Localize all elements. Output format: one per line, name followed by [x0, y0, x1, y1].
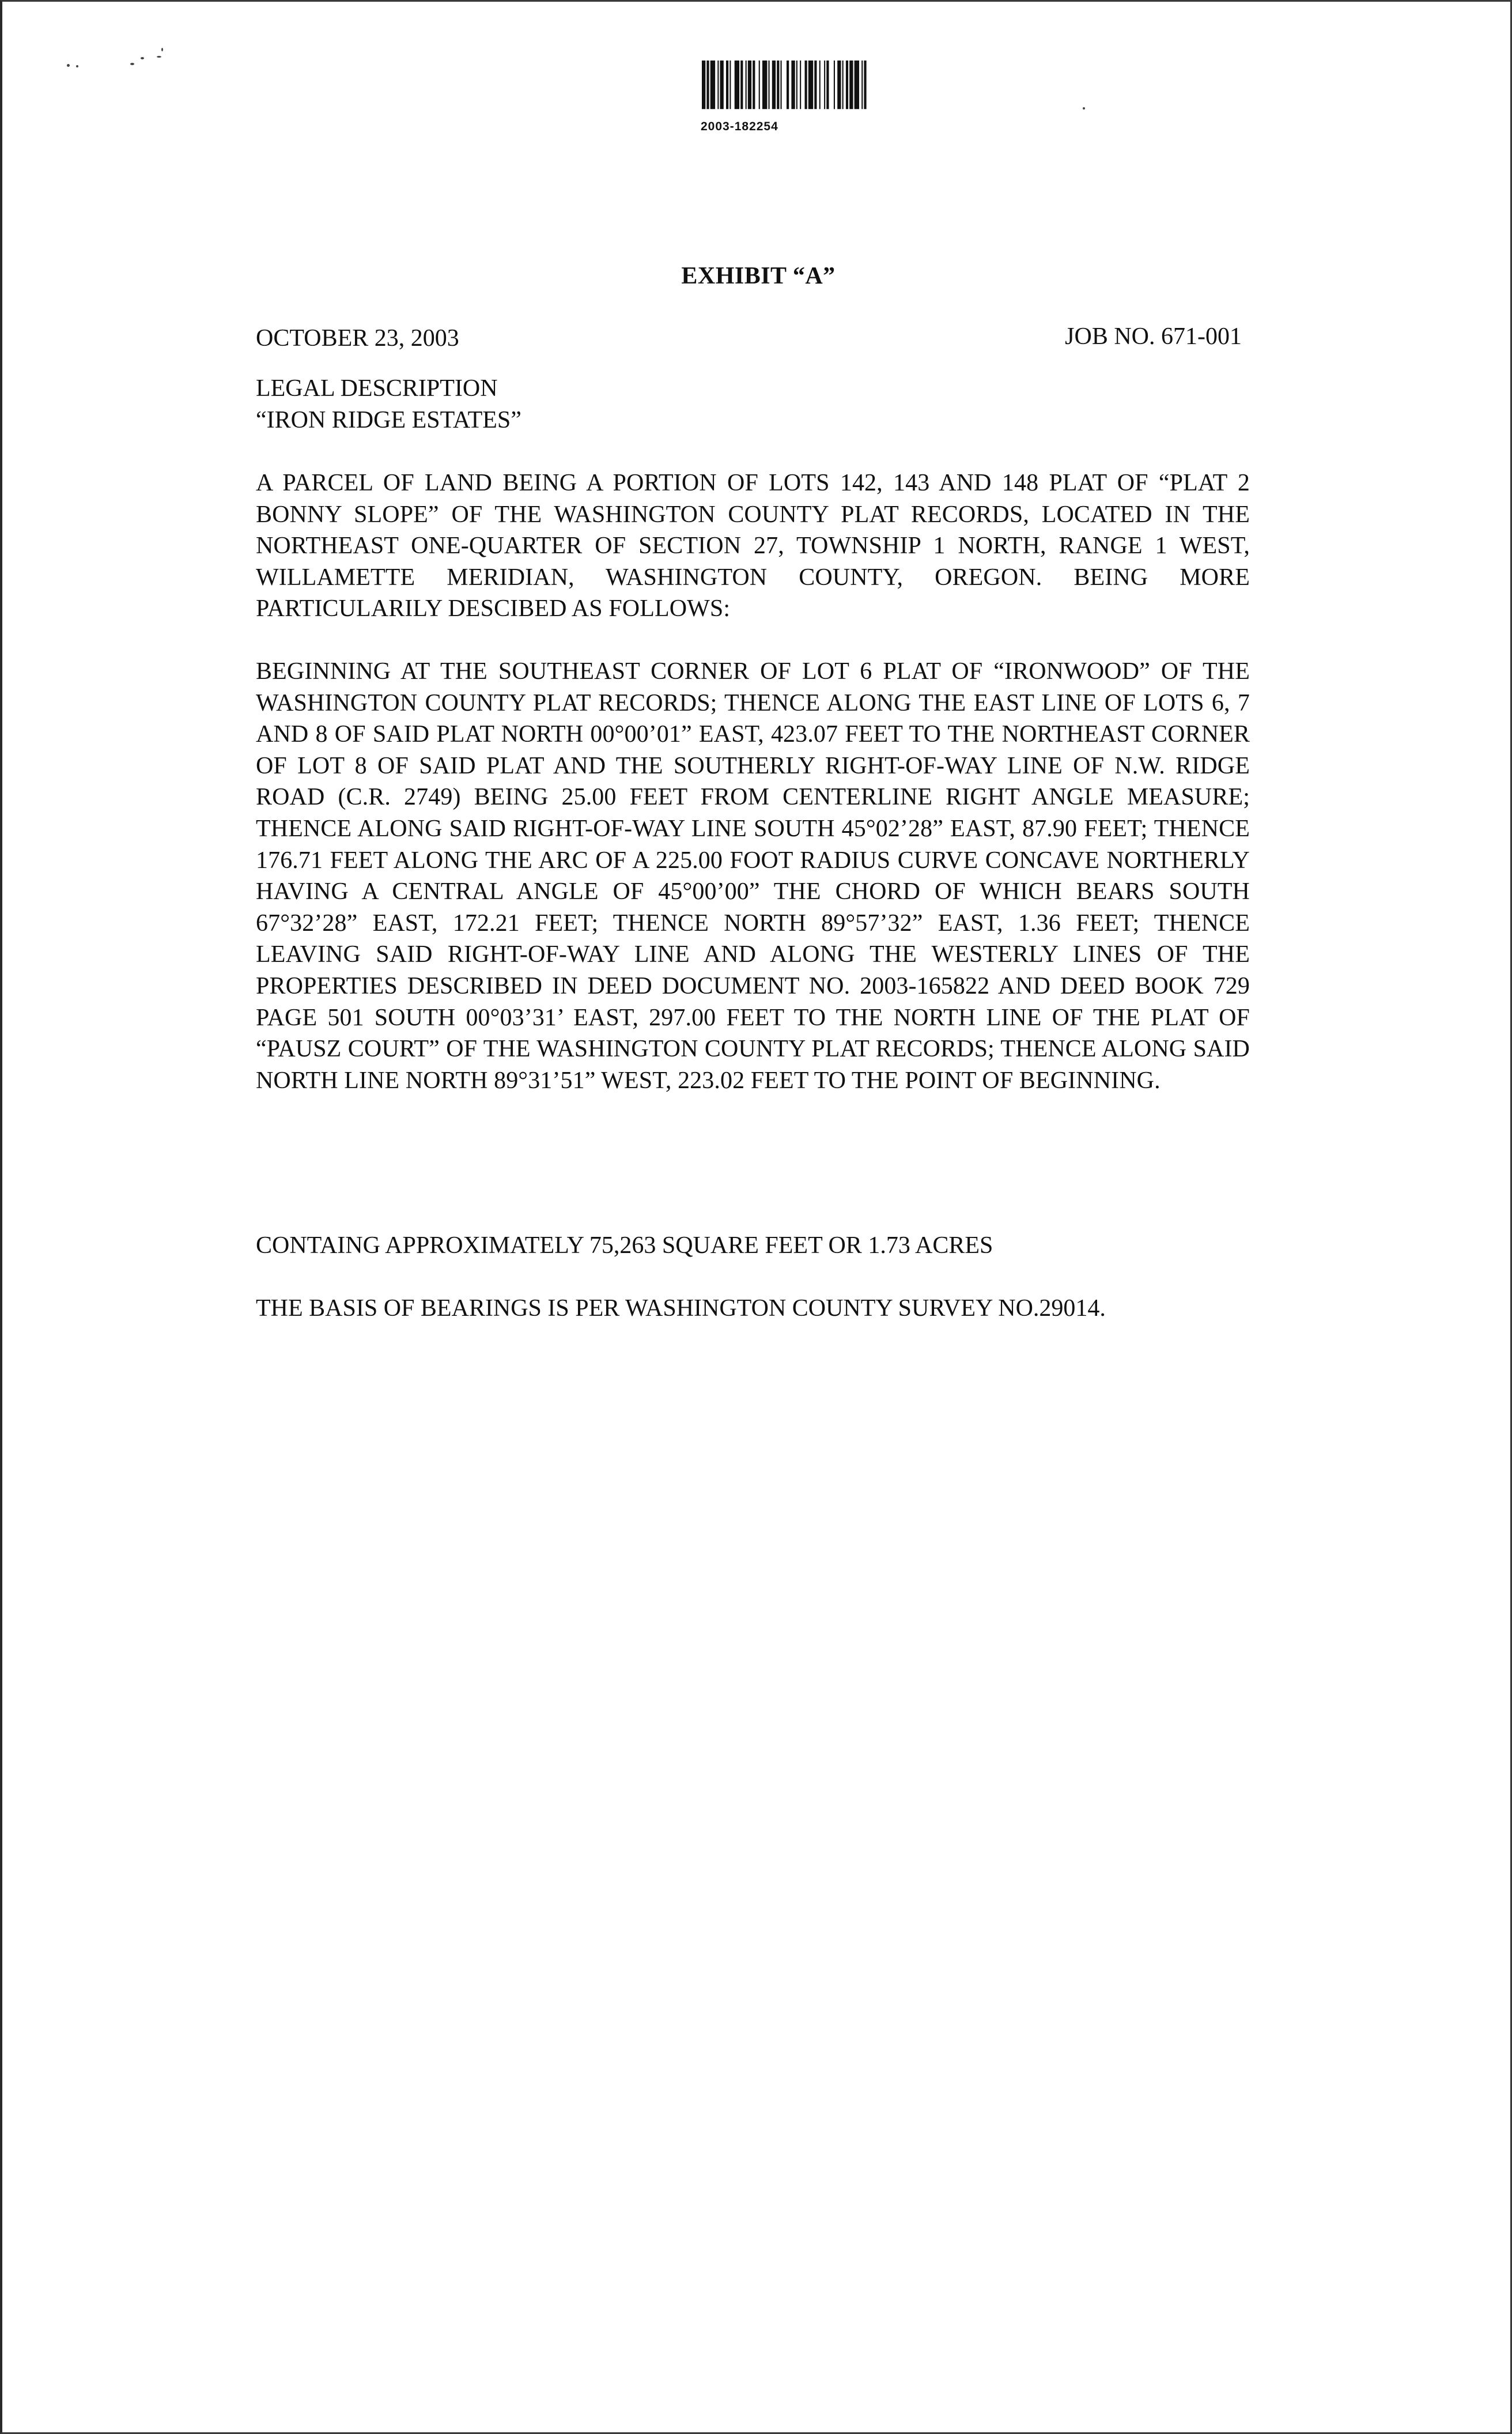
barcode-image	[701, 61, 966, 123]
scan-speck	[76, 65, 78, 67]
boundary-paragraph: BEGINNING AT THE SOUTHEAST CORNER OF LOT 6 PLAT OF “IRONWOOD” OF THE WASHINGTON COUNTY PLAT RECORDS; THENCE ALONG THE EAST LINE OF LOTS 6, 7 AND 8 OF SAID PLAT NORTH 00°00’01” EAST, 423.07 FEET TO THE NORTHEAST CORNER OF LOT 8 OF SAID PLAT AND THE SOUTHERLY RIGHT-OF-WAY LINE OF N.W. RIDGE ROAD (C.R. 2749) BEING 25.00 FEET FROM CENTERLINE RIGHT ANGLE MEASURE; THENCE ALONG SAID RIGHT-OF-WAY LINE SOUTH 45°02’28” EAST, 87.90 FEET; THENCE 176.71 FEET ALONG THE ARC OF A 225.00 FOOT RADIUS CURVE CONCAVE NORTHERLY HAVING A CENTRAL ANGLE OF 45°00’00” THE CHORD OF WHICH BEARS SOUTH 67°32’28” EAST, 172.21 FEET; THENCE NORTH 89°57’32” EAST, 1.36 FEET; THENCE LEAVING SAID RIGHT-OF-WAY LINE AND ALONG THE WESTERLY LINES OF THE PROPERTIES DESCRIBED IN DEED DOCUMENT NO. 2003-165822 AND DEED BOOK 729 PAGE 501 SOUTH 00°03’31’ EAST, 297.00 FEET TO THE NORTH LINE OF THE PLAT OF “PAUSZ COURT” OF THE WASHINGTON COUNTY PLAT RECORDS; THENCE ALONG SAID NORTH LINE NORTH 89°31’51” WEST, 223.02 FEET TO THE POINT OF BEGINNING.	[256, 658, 1250, 1094]
legal-description-heading	[256, 373, 521, 436]
scan-speck	[1083, 107, 1085, 110]
barcode-block	[701, 61, 966, 133]
legal-heading-line1: LEGAL DESCRIPTION	[256, 375, 498, 402]
exhibit-title: EXHIBIT “A”	[681, 263, 836, 289]
document-date: OCTOBER 23, 2003	[256, 325, 459, 352]
scan-speck	[157, 56, 161, 58]
scan-speck	[130, 63, 134, 65]
legal-heading-line2: “IRON RIDGE ESTATES”	[256, 407, 521, 433]
barcode-number: 2003-182254	[701, 120, 778, 133]
scan-speck	[161, 48, 163, 51]
area-statement: CONTAING APPROXIMATELY 75,263 SQUARE FEET OR 1.73 ACRES	[256, 1232, 993, 1259]
job-number: JOB NO. 671-001	[1065, 323, 1242, 350]
scan-speck	[67, 64, 70, 67]
parcel-paragraph: A PARCEL OF LAND BEING A PORTION OF LOTS 142, 143 AND 148 PLAT OF “PLAT 2 BONNY SLOPE” OF THE WASHINGTON COUNTY PLAT RECORDS, LOCATED IN THE NORTHEAST ONE-QUARTER OF SECTION 27, TOWNSHIP 1 NORTH, RANGE 1 WEST, WILLAMETTE MERIDIAN, WASHINGTON COUNTY, OREGON. BEING MORE PARTICULARILY DESCIBED AS FOLLOWS:	[256, 470, 1250, 622]
scan-speck	[141, 57, 144, 59]
basis-of-bearings: THE BASIS OF BEARINGS IS PER WASHINGTON COUNTY SURVEY NO.29014.	[256, 1295, 1106, 1322]
